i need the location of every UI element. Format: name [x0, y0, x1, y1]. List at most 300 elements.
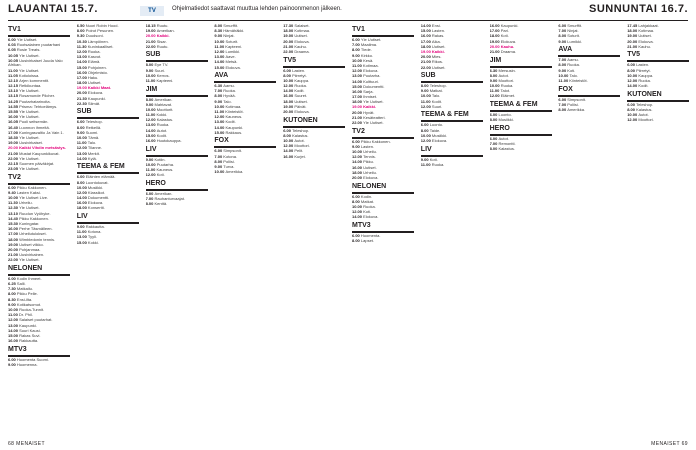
program-title: Kerros.	[156, 72, 170, 78]
program-title: Kauneus.	[156, 166, 174, 172]
program-title: Hyvää.	[223, 93, 236, 99]
program-time: 10.00	[283, 138, 295, 143]
header-rule	[8, 20, 688, 21]
program-title: Huomenta.	[360, 232, 381, 238]
program-time: 10.05	[8, 57, 20, 63]
program-title: Dokumentti.	[87, 195, 110, 201]
program-title: Autot.	[294, 138, 305, 143]
listing-column	[421, 24, 483, 434]
program-time: 11.00	[558, 77, 570, 83]
program-title: Teleshop.	[85, 119, 103, 125]
program-title: Rakkautta.	[19, 338, 39, 344]
program-time: 22.00	[8, 257, 20, 263]
program-time: 8.00	[145, 96, 155, 102]
channel-heading: KUTONEN	[283, 116, 318, 124]
program-title: Kodit.	[638, 83, 649, 89]
program-time: 16.00	[352, 164, 364, 170]
program-title: Retkikuntaa.	[19, 83, 42, 89]
program-title: Poirot Pesunen.	[85, 28, 115, 34]
program-time: 6.00	[8, 184, 17, 190]
program-listing	[283, 155, 345, 160]
program-time: 10.00	[145, 161, 157, 167]
program-time: 15.55	[8, 109, 20, 115]
program-title: Metsä.	[225, 59, 238, 65]
program-time: 14.00	[627, 83, 639, 89]
program-time: 9.00	[420, 88, 430, 94]
program-time: 19.00	[489, 38, 501, 44]
program-time: 11.05	[8, 72, 19, 78]
program-title: Ninjat.	[223, 33, 235, 39]
program-time: 10.00	[420, 93, 432, 99]
program-time: 10.00	[352, 203, 364, 209]
program-title: Kalastus.	[636, 106, 653, 112]
program-title: Yle Uutiset.	[19, 205, 40, 211]
program-title: Kauhu.	[500, 43, 515, 49]
program-title: Klassikot.	[87, 189, 106, 195]
program-time: 20.00	[352, 109, 364, 115]
program-listing	[214, 170, 276, 175]
program-title: Yle Uutiset.	[16, 37, 38, 42]
program-time: 15.00	[214, 129, 226, 135]
program-time: 9.00	[145, 101, 155, 107]
program-time: 14.00	[145, 127, 157, 133]
program-time: 8.00	[420, 127, 430, 133]
program-title: Eye TV.	[154, 62, 169, 68]
program-title: Kalastus.	[156, 117, 174, 123]
program-time: 6.00	[76, 174, 86, 180]
footer-page-right: MENAISET 69	[651, 441, 688, 447]
program-title: Tyyli.	[87, 234, 98, 240]
program-time: 8.00	[352, 238, 361, 244]
program-title: Pikku Kakkonen.	[19, 215, 49, 221]
program-title: Koti.	[500, 33, 509, 39]
program-time: 8.00	[214, 24, 224, 28]
program-title: Lämpöinen.	[87, 38, 109, 44]
program-title: Kotimaa.	[294, 28, 311, 34]
program-time: 11.00	[145, 112, 157, 118]
program-title: Kauppa.	[638, 72, 654, 78]
channel-heading: FOX	[558, 85, 573, 93]
program-title: Urheilu.	[363, 148, 377, 154]
program-title: Rikos.	[431, 59, 444, 65]
program-time: 22.00	[283, 48, 295, 54]
program-time: 16.00	[76, 69, 88, 75]
program-title: Duudsoni.	[85, 33, 104, 39]
program-title: Kaupunki.	[225, 124, 244, 130]
program-time: 14.00	[214, 59, 226, 65]
program-title: Piirretyt.	[292, 72, 307, 78]
program-time: 18.00	[283, 28, 295, 34]
program-time: 8.00	[283, 132, 293, 138]
program-title: Kauhu.	[294, 43, 307, 49]
program-title: Autot.	[498, 72, 509, 78]
program-title: Smurffit.	[567, 24, 583, 28]
program-listing	[490, 50, 552, 55]
program-time: 6.00	[8, 37, 17, 42]
program-title: Kurjet.	[294, 153, 306, 159]
program-time: 7.30	[8, 286, 17, 292]
program-time: 10.00	[214, 38, 226, 44]
program-time: 6.00	[420, 122, 430, 128]
listing-column	[214, 24, 276, 434]
program-time: 6.03	[8, 42, 17, 48]
program-listing	[8, 339, 70, 344]
program-title: Rakas.	[431, 33, 445, 39]
program-title: Luonto.	[498, 112, 512, 118]
program-title: Ohjelmisto.	[87, 69, 108, 75]
program-title: Kaupunki.	[500, 24, 519, 28]
program-title: Lasten.	[360, 143, 375, 149]
program-time: 11.00	[489, 88, 501, 94]
tv-brand-tab: TV	[140, 6, 164, 16]
program-time: 14.00	[76, 195, 88, 201]
program-time: 7.00	[214, 153, 224, 159]
program-time: 8.00	[489, 72, 499, 78]
program-time: 14.00	[420, 24, 432, 28]
program-time: 6.00	[352, 193, 361, 199]
program-title: Salli.	[16, 281, 26, 287]
program-title: Kodit.	[156, 132, 167, 138]
program-title: Kodit.	[294, 88, 305, 94]
program-time: 9.00	[352, 52, 361, 58]
program-title: Ruutu.	[156, 24, 169, 28]
program-time: 13.00	[76, 150, 88, 156]
program-title: Tilanne.	[87, 145, 103, 151]
program-listing	[146, 79, 208, 84]
program-time: 19.00	[76, 85, 88, 91]
program-listing	[421, 139, 483, 144]
program-title: Huomenta Suomi.	[16, 356, 49, 362]
program-time: 13.10	[8, 88, 20, 94]
program-time: 6.00	[489, 135, 499, 141]
program-title: Kylä.	[87, 155, 97, 161]
program-time: 15.00	[145, 132, 157, 138]
channel-heading: TV2	[352, 127, 365, 135]
program-time: 8.00	[352, 47, 361, 53]
program-title: Amerikan.	[156, 28, 175, 34]
program-time: 14.40	[8, 215, 20, 221]
program-time: 14.55	[8, 103, 20, 109]
program-title: Amerikka.	[225, 169, 244, 175]
program-time: 21.00	[8, 252, 20, 258]
program-time: 17.00	[489, 28, 501, 34]
program-title: Mahtavat.	[154, 101, 173, 107]
program-title: Elokuva.	[500, 38, 517, 44]
program-time: 14.00	[352, 214, 364, 220]
program-title: Kokki.	[156, 112, 168, 118]
program-time: 12.00	[76, 145, 88, 151]
program-time: 9.00	[352, 143, 361, 149]
listing-column	[8, 24, 70, 434]
program-time: 12.00	[283, 143, 295, 149]
program-title: Prisma: Tehtoelämys.	[19, 103, 58, 109]
program-time: 9.00	[214, 163, 224, 169]
program-title: Rakas Suvi.	[19, 332, 41, 338]
program-title: Puutarha.	[363, 73, 381, 79]
program-title: Kalastus.	[498, 146, 515, 152]
program-time: 10.30	[76, 38, 88, 44]
channel-heading: AVA	[558, 46, 573, 54]
program-time: 8.00	[8, 291, 17, 297]
program-title: Kotioloissa.	[18, 72, 40, 78]
program-title: Kuningasvaltio Ja Vain 1.	[19, 129, 64, 135]
program-time: 6.00	[283, 127, 293, 133]
program-title: Tiede.	[360, 47, 372, 53]
program-listing	[77, 241, 139, 246]
program-title: Talo.	[569, 72, 578, 78]
program-title: Uutiset.	[431, 43, 446, 49]
program-title: Ihmiset.	[363, 94, 378, 100]
program-title: Yle Uutiset.	[19, 166, 40, 172]
program-time: 14.00	[8, 327, 20, 333]
program-title: Dr. Phil.	[18, 312, 33, 318]
program-title: Hyvät.	[363, 109, 375, 115]
program-title: Uutiset.	[294, 98, 308, 104]
program-title: Suuri Kausi.	[19, 327, 41, 333]
program-time: 10.00	[8, 307, 20, 313]
program-title: Eläimet.	[500, 93, 516, 99]
program-title: Arjen kommentit.	[19, 77, 50, 83]
program-time: 18.00	[76, 205, 88, 211]
program-time: 7.00	[558, 101, 568, 107]
program-title: Uutiset.	[431, 64, 446, 70]
program-time: 6.30	[489, 67, 499, 73]
program-title: Kaikki Vihdin metsästys.	[19, 145, 66, 151]
program-time: 8.00	[76, 124, 86, 130]
program-title: Kaikki.	[156, 33, 170, 39]
program-title: Elokuva.	[363, 68, 379, 74]
program-time: 11.00	[145, 166, 157, 172]
program-time: 13.00	[8, 322, 20, 328]
program-title: Kaupunki.	[87, 95, 106, 101]
program-time: 19.00	[283, 33, 295, 39]
program-title: Moottorit.	[156, 106, 174, 112]
program-title: Perhe Täsmälleen.	[19, 226, 53, 232]
channel-heading: TEEMA & FEM	[420, 111, 469, 119]
program-title: Kuningatar.	[19, 221, 40, 226]
program-time: 16.00	[8, 226, 20, 232]
program-time: 9.00	[420, 156, 430, 162]
program-title: Tämä.	[87, 134, 100, 140]
program-title: Yle Uutiset.	[363, 99, 384, 105]
program-listing	[146, 202, 208, 207]
channel-heading: SUB	[420, 72, 436, 80]
program-time: 17.00	[8, 231, 20, 237]
channel-heading: KUTONEN	[627, 90, 662, 98]
program-title: Draama.	[294, 48, 310, 54]
program-time: 16.00	[420, 33, 432, 39]
program-listing	[77, 102, 139, 107]
program-time: 12.00	[352, 154, 364, 160]
program-title: Kotimaa.	[638, 28, 655, 34]
program-title: Ensi-ilta.	[16, 296, 33, 302]
program-title: Kesä.	[363, 57, 374, 63]
page-header	[0, 0, 696, 22]
program-time: 12.00	[76, 189, 88, 195]
program-title: Ruoka.	[638, 77, 651, 83]
channel-heading: TV5	[283, 56, 297, 64]
program-title: Ruutu.	[156, 43, 169, 49]
program-time: 12.00	[214, 48, 226, 54]
program-time: 14.00	[283, 148, 295, 154]
program-time: 7.00	[145, 195, 155, 201]
program-title: Soturit.	[567, 33, 580, 39]
program-time: 6.00	[558, 24, 568, 28]
channel-heading: LIV	[420, 145, 432, 153]
program-time: 12.00	[489, 93, 501, 99]
program-title: Elämä.	[87, 59, 101, 65]
program-time: 11.00	[8, 67, 19, 73]
program-listing	[146, 45, 208, 50]
right-day-heading: SUNNUNTAI 16.7.	[589, 3, 688, 15]
program-title: Mustat Kaupunkikuvat.	[19, 150, 60, 156]
program-time: 19.00	[8, 241, 20, 247]
program-time: 13.00	[214, 119, 226, 125]
program-time: 10.00	[283, 77, 295, 83]
program-time: 15.00	[352, 83, 364, 89]
program-title: Kodin.	[360, 193, 373, 199]
program-time: 17.00	[420, 38, 432, 44]
program-listing	[558, 40, 620, 45]
listing-column	[283, 24, 345, 434]
program-listing	[558, 79, 620, 84]
program-title: Kotikatsomot.	[16, 301, 42, 307]
program-listing	[352, 121, 414, 126]
program-listing	[421, 105, 483, 110]
program-time: 17.45	[627, 24, 639, 28]
program-title: Pikku Pelle.	[16, 291, 38, 297]
listing-column	[77, 24, 139, 434]
program-time: 11.00	[352, 62, 363, 68]
program-time: 6.30	[214, 83, 224, 89]
program-time: 14.00	[214, 124, 226, 130]
channel-heading: SUB	[145, 51, 161, 59]
program-title: Suuret.	[294, 93, 308, 99]
program-time: 12.00	[352, 209, 364, 215]
program-title: Kotimaa.	[362, 62, 379, 68]
program-time: 8.00	[558, 106, 568, 112]
program-time: 6.00	[352, 232, 361, 238]
left-day-heading: LAUANTAI 15.7.	[8, 3, 98, 15]
program-title: Suomi.	[85, 129, 99, 135]
program-time: 8.00	[420, 83, 430, 89]
program-time: 13.15	[8, 93, 20, 99]
program-time: 6.00	[145, 190, 155, 196]
program-time: 8.00	[352, 198, 361, 204]
program-time: 6.50	[76, 24, 86, 28]
program-time: 7.00	[352, 42, 361, 48]
program-title: Draama.	[500, 48, 517, 54]
channel-heading: TV5	[627, 51, 641, 59]
program-title: Uusivirkainen.	[19, 252, 45, 258]
program-time: 9.00	[558, 38, 568, 44]
channel-heading: MTV3	[8, 345, 27, 353]
program-title: Ruoka.	[156, 122, 170, 128]
channel-heading: TV1	[8, 26, 21, 33]
program-title: Aamu.	[223, 83, 235, 89]
program-title: Puutarha.	[156, 161, 175, 167]
program-time: 19.00	[283, 103, 295, 109]
program-listing	[490, 94, 552, 99]
program-title: Lasten.	[292, 67, 306, 73]
program-title: Kaikki.	[431, 48, 445, 54]
program-listing	[77, 157, 139, 162]
program-title: Simpsonit.	[567, 96, 586, 102]
program-time: 10.00	[420, 132, 432, 138]
program-time: 15.30	[8, 221, 20, 226]
program-title: Kodit.	[225, 119, 236, 125]
program-title: Tennis.	[363, 154, 376, 160]
program-time: 20.00	[8, 246, 20, 252]
program-time: 12.00	[352, 68, 364, 74]
program-time: 8.00	[558, 33, 568, 39]
program-time: 17.00	[352, 94, 364, 100]
program-time: 7.00	[489, 141, 499, 147]
program-time: 7.00	[558, 28, 568, 34]
program-title: Yle Uutiset.	[19, 52, 40, 58]
program-time: 8.30	[8, 296, 17, 302]
program-title: Kauhu.	[638, 43, 651, 49]
program-listing	[627, 118, 689, 123]
program-time: 14.00	[352, 159, 364, 165]
program-title: Uutiset.	[87, 80, 102, 86]
program-title: Yle Uutiset.	[19, 88, 40, 94]
program-time: 18.00	[489, 33, 501, 39]
program-time: 9.00	[145, 67, 155, 73]
channel-heading: MTV3	[352, 221, 371, 229]
program-title: Uusivirkaiset.	[19, 140, 43, 146]
program-listing	[8, 363, 70, 368]
program-time: 21.00	[8, 150, 20, 156]
footer-page-left: 68 MENAISET	[8, 441, 45, 447]
program-time: 20.00	[283, 109, 295, 115]
program-title: Pohjanmaa.	[19, 246, 41, 252]
program-title: Maailma.	[360, 42, 378, 48]
program-title: Kuninkaalliset.	[87, 43, 114, 49]
program-title: Ruoka.	[500, 83, 514, 89]
program-time: 21.30	[76, 95, 88, 101]
program-title: Rakkaus.	[225, 129, 243, 135]
program-time: 12.10	[8, 77, 20, 83]
program-time: 18.00	[627, 28, 639, 34]
program-time: 11.30	[8, 200, 19, 206]
program-title: Salaiset puutarhat.	[19, 317, 53, 323]
program-title: Kapteeni.	[225, 43, 243, 49]
program-time: 9.00	[8, 301, 17, 307]
program-time: 16.00	[76, 200, 88, 206]
program-time: 11.00	[214, 43, 226, 49]
program-title: Dokumentti.	[363, 83, 385, 89]
program-time: 10.00	[489, 83, 501, 89]
channel-heading: TV2	[8, 173, 21, 181]
program-title: Piirretyt.	[636, 67, 651, 73]
program-time: 10.00	[214, 169, 226, 175]
program-listing	[352, 176, 414, 181]
program-time: 6.00	[558, 96, 568, 102]
program-time: 19.00	[352, 104, 364, 110]
program-title: Autot.	[156, 127, 168, 133]
program-time: 14.00	[283, 88, 295, 94]
program-title: Yle Uutiset Live.	[19, 195, 49, 201]
program-title: Eläinten elämää.	[85, 174, 116, 180]
program-title: Uusivirkaiset Juuda Valo Afrikan.	[8, 57, 63, 68]
program-title: Ruoka.	[567, 62, 580, 68]
program-title: Uutiset.	[294, 33, 308, 39]
program-title: Ruoka.	[223, 88, 236, 94]
program-time: 8.00	[76, 179, 86, 185]
program-time: 10.00	[558, 72, 570, 78]
program-title: Moottori.	[638, 117, 654, 123]
